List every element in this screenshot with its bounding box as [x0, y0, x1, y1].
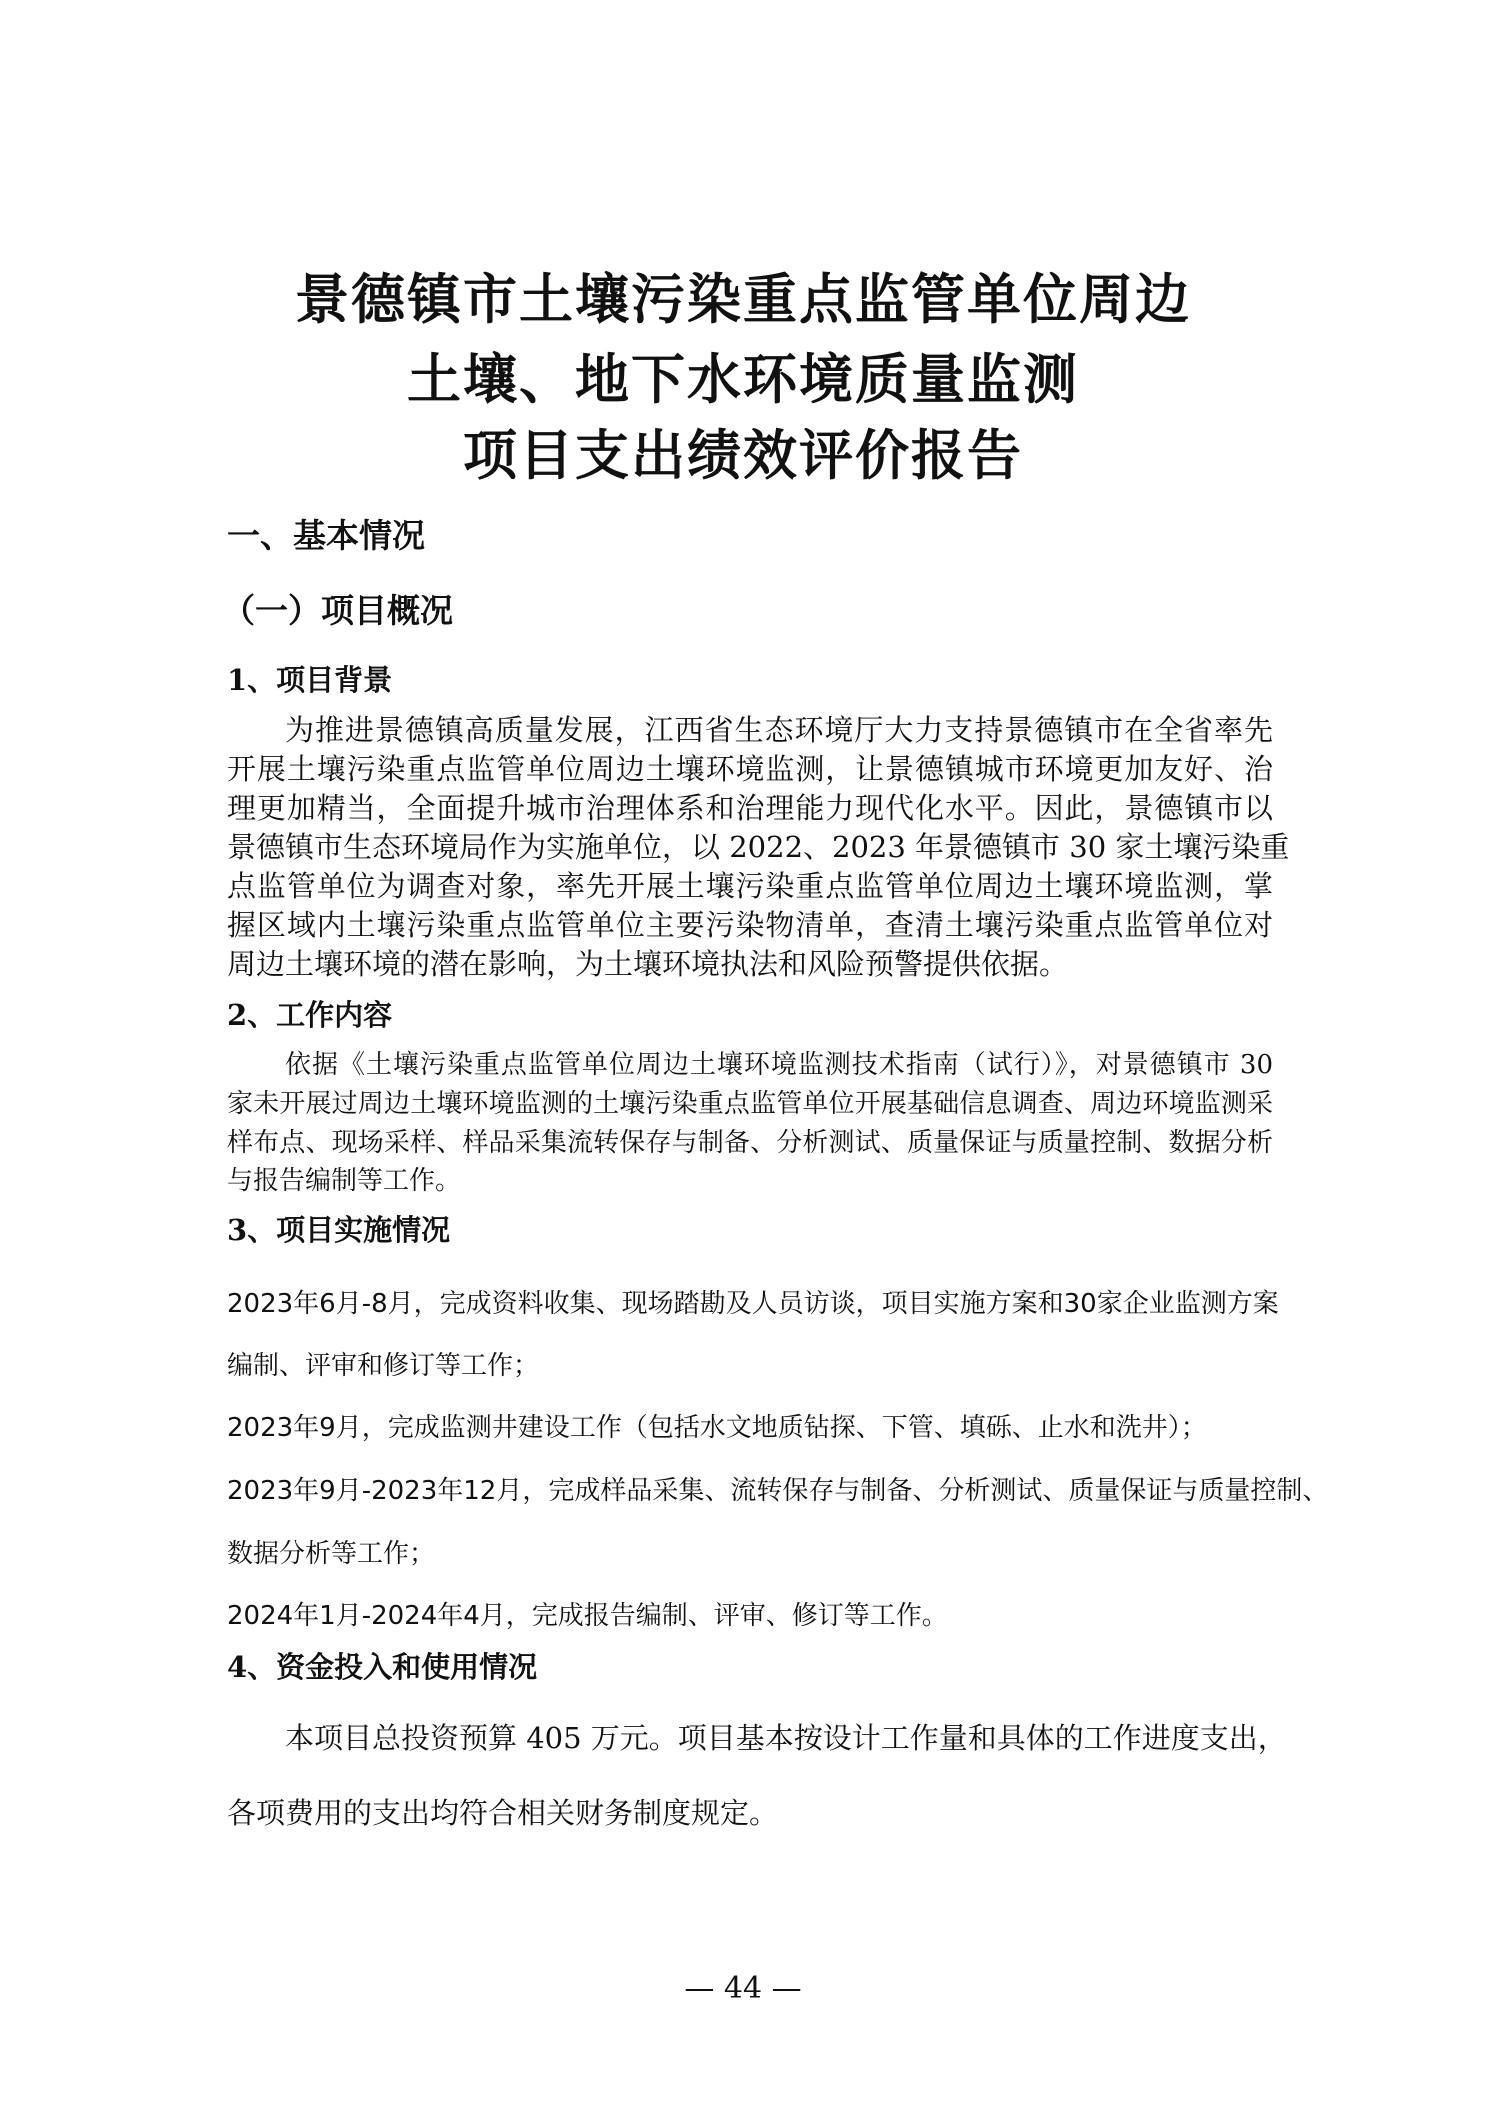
page-number: — 44 — — [684, 1971, 802, 2006]
section-heading: 一、基本情况 — [227, 516, 425, 555]
item3-line: 2023年6月-8月，完成资料收集、现场踏勘及人员访谈，项目实施方案和30家企业监测方案 — [227, 1289, 1279, 1319]
item1-line: 开展土壤污染重点监管单位周边土壤环境监测，让景德镇城市环境更加友好、治 — [227, 752, 1273, 786]
item3-line: 2024年1月-2024年4月，完成报告编制、评审、修订等工作。 — [227, 1601, 948, 1631]
item1-line: 为推进景德镇高质量发展，江西省生态环境厅大力支持景德镇市在全省率先 — [285, 713, 1273, 747]
item4-heading: 4、资金投入和使用情况 — [227, 1650, 538, 1684]
item2-line: 依据《土壤污染重点监管单位周边土壤环境监测技术指南（试行）》，对景德镇市 30 — [285, 1050, 1273, 1080]
subsection-heading: （一）项目概况 — [222, 591, 453, 630]
item1-line: 点监管单位为调查对象，率先开展土壤污染重点监管单位周边土壤环境监测，掌 — [227, 869, 1273, 903]
item2-line: 与报告编制等工作。 — [227, 1166, 462, 1196]
item3-line: 编制、评审和修订等工作； — [227, 1351, 540, 1381]
item1-line: 景德镇市生态环境局作为实施单位，以 2022、2023 年景德镇市 30 家土壤污染重 — [227, 830, 1290, 864]
title-line-3: 项目支出绩效评价报告 — [463, 423, 1023, 487]
item1-line: 握区域内土壤污染重点监管单位主要污染物清单，查清土壤污染重点监管单位对 — [227, 908, 1273, 942]
item2-line: 家未开展过周边土壤环境监测的土壤污染重点监管单位开展基础信息调查、周边环境监测采 — [227, 1089, 1273, 1119]
title-line-2: 土壤、地下水环境质量监测 — [407, 347, 1079, 411]
item1-line: 周边土壤环境的潜在影响，为土壤环境执法和风险预警提供依据。 — [227, 947, 1069, 981]
item3-line: 2023年9月，完成监测井建设工作（包括水文地质钻探、下管、填砾、止水和洗井）； — [227, 1413, 1207, 1443]
item1-heading: 1、项目背景 — [227, 663, 393, 697]
item1-line: 理更加精当，全面提升城市治理体系和治理能力现代化水平。因此，景德镇市以 — [227, 791, 1273, 825]
item2-heading: 2、工作内容 — [227, 998, 393, 1032]
item3-heading: 3、项目实施情况 — [227, 1213, 451, 1247]
item4-line: 各项费用的支出均符合相关财务制度规定。 — [227, 1796, 779, 1830]
item3-line: 2023年9月-2023年12月，完成样品采集、流转保存与制备、分析测试、质量保证与质量控制、 — [227, 1476, 1329, 1506]
item3-line: 数据分析等工作； — [227, 1539, 436, 1569]
item2-line: 样布点、现场采样、样品采集流转保存与制备、分析测试、质量保证与质量控制、数据分析 — [227, 1128, 1273, 1158]
item4-line: 本项目总投资预算 405 万元。项目基本按设计工作量和具体的工作进度支出， — [285, 1721, 1287, 1755]
title-line-1: 景德镇市土壤污染重点监管单位周边 — [295, 267, 1191, 331]
